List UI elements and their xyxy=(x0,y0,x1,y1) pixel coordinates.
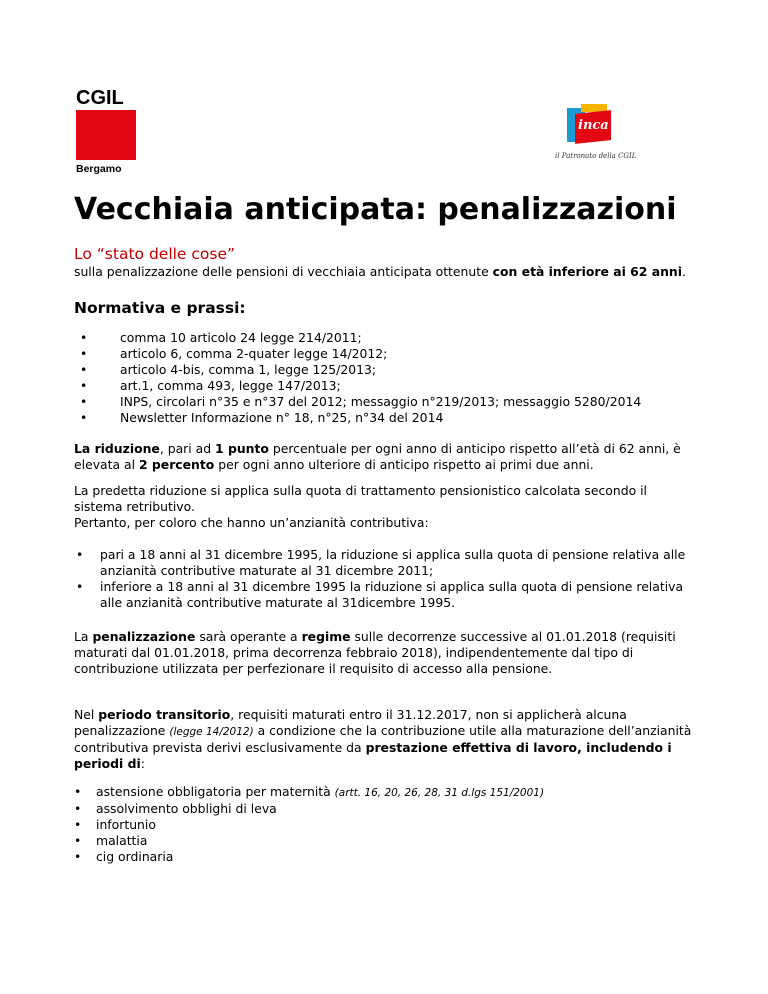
list-item: • art.1, comma 493, legge 147/2013; xyxy=(74,378,696,394)
inca-logo xyxy=(555,104,685,160)
inca-logo-subtitle: il Patronato della CGIL xyxy=(555,152,637,160)
cases-list xyxy=(0,547,696,611)
document-body xyxy=(74,190,696,865)
page-title: Vecchiaia anticipata: penalizzazioni xyxy=(74,192,677,227)
section-subtitle: Lo “stato delle cose” xyxy=(74,245,236,263)
list-item: • assolvimento obblighi di leva xyxy=(74,801,696,817)
list-item: • comma 10 articolo 24 legge 214/2011; xyxy=(74,330,696,346)
list-item: • cig ordinaria xyxy=(74,849,696,865)
normativa-list xyxy=(74,330,696,426)
cgil-logo-name: CGIL xyxy=(76,87,124,109)
riduzione-paragraph: La riduzione, pari ad 1 punto percentuale per ogni anno di anticipo rispetto all’età di 62 anni, è elevata al 2 percento per ogni anno ulteriore di anticipo rispetto ai primi due anni. xyxy=(74,441,681,472)
list-item: • articolo 4-bis, comma 1, legge 125/2013; xyxy=(74,362,696,378)
inca-logo-mark xyxy=(567,104,611,150)
list-item: • INPS, circolari n°35 e n°37 del 2012; messaggio n°219/2013; messaggio 5280/2014 xyxy=(74,394,696,410)
transitorio-paragraph: Nel periodo transitorio, requisiti maturati entro il 31.12.2017, non si applicherà alcuna penalizzazione (legge 14/2012) a condizione che la contribuzione utile alla maturazione dell’anzianità contributiva prevista derivi esclusivamente da prestazione effettiva di lavoro, includendo i periodi di: xyxy=(74,707,692,771)
list-item: • pari a 18 anni al 31 dicembre 1995, la riduzione si applica sulla quota di pensione relativa alle anzianità contributive maturate al 31 dicembre 2011; xyxy=(76,547,696,579)
list-item: • infortunio xyxy=(74,817,696,833)
list-item: • Newsletter Informazione n° 18, n°25, n°34 del 2014 xyxy=(74,410,696,426)
list-item: • articolo 6, comma 2-quater legge 14/2012; xyxy=(74,346,696,362)
list-item: • malattia xyxy=(74,833,696,849)
list-item: • astensione obbligatoria per maternità (artt. 16, 20, 26, 28, 31 d.lgs 151/2001) xyxy=(74,784,696,801)
normativa-heading: Normativa e prassi: xyxy=(74,299,246,317)
intro-paragraph: sulla penalizzazione delle pensioni di vecchiaia anticipata ottenute con età inferiore ai 62 anni. xyxy=(74,264,686,279)
cgil-logo xyxy=(76,88,136,175)
cgil-logo-red-block xyxy=(76,110,136,160)
quota-paragraph: La predetta riduzione si applica sulla quota di trattamento pensionistico calcolata secondo il sistema retributivo. xyxy=(74,483,647,514)
periods-list xyxy=(74,784,696,865)
cgil-logo-city: Bergamo xyxy=(76,163,122,175)
penalizzazione-paragraph: La penalizzazione sarà operante a regime sulle decorrenze successive al 01.01.2018 (requisiti maturati dal 01.01.2018, prima decorrenza febbraio 2018), indipendentemente dal tipo di contribuzione utilizzata per perfezionare il requisito di accesso alla pensione. xyxy=(74,629,676,676)
inca-logo-name: inca xyxy=(578,118,609,133)
list-item: • inferiore a 18 anni al 31 dicembre 1995 la riduzione si applica sulla quota di pensione relativa alle anzianità contributive maturate al 31dicembre 1995. xyxy=(76,579,696,611)
quota-paragraph-2: Pertanto, per coloro che hanno un’anzianità contributiva: xyxy=(74,515,429,530)
